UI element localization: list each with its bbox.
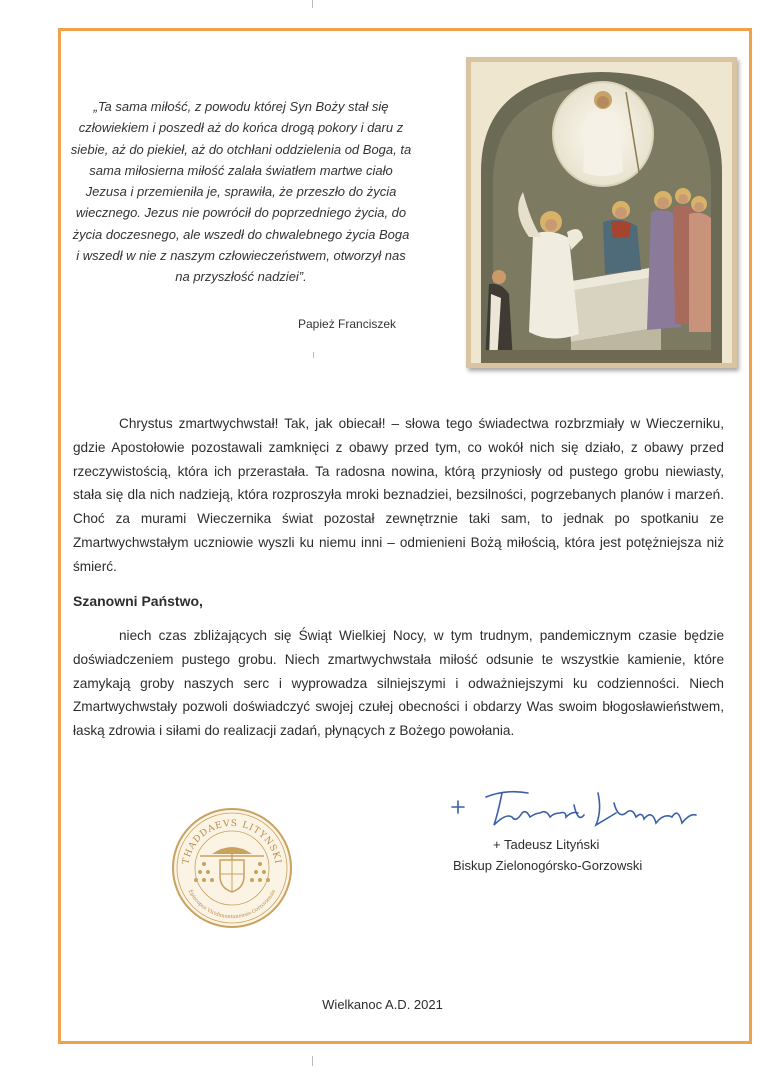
pope-quote: „Ta sama miłość, z powodu której Syn Boży stał się człowiekiem i poszedł aż do końca drogą pokory i daru z siebie, aż do piekieł, aż do otchłani oddzielenia od Boga, ta sama miłosierna miłość zalała światłem martwe ciało Jezusa i przemieniła je, sprawiła, że przeszło do życia wiecznego. Jezus nie powrócił do poprzedniego życia, do życia doczesnego, ale wszedł do chwalebnego życia Boga i wszedł w nie z naszym człowieczeństwem, otworzył nas na przyszłość nadziei”. bbox=[70, 99, 412, 285]
body-paragraph-2-text: niech czas zbliżających się Świąt Wielkiej Nocy, w tym trudnym, pandemicznym czasie będzie doświadczeniem pustego grobu. Niech zmartwychwstała miłość odsunie te wszystkie kamienie, które zamykają groby naszych serc i wyprowadza silniejszymi i odważniejszymi ku codzienności. Niech Zmartwychwstały pozwoli doświadczyć swojej czułej obecności i obdarzy Was swoim błogosławieństwem, łaską zdrowia i siłami do realizacji zadań, płynących z Bożego powołania. bbox=[73, 628, 724, 739]
body-paragraph-1 bbox=[73, 412, 724, 579]
svg-text:THADDAEVS LITYNSKI: THADDAEVS LITYNSKI bbox=[181, 818, 283, 866]
greeting: Szanowni Państwo, bbox=[73, 593, 203, 609]
body-paragraph-1-text: Chrystus zmartwychwstał! Tak, jak obiecał! – słowa tego świadectwa rozbrzmiały w Wieczerniku, gdzie Apostołowie pozostawali zamknięci z obawy przed tym, co wokół nich się działo, z obawy przed rzeczywistością, która ich przerastała. Ta radosna nowina, którą przyniosły od pustego grobu niewiasty, stała się dla nich nadzieją, która rozproszyła mroki beznadziei, bezsilności, pogrzebanych planów i marzeń. Choć za murami Wieczernika świat pozostał zewnętrznie taki sam, to jednak po spotkaniu ze Zmartwychwstałym uczniowie wyszli ku niemu inni – odmienieni Bożą miłością, która jest potężniejsza niż śmierć. bbox=[73, 416, 724, 574]
handwritten-signature bbox=[446, 783, 706, 835]
svg-text:Episcopus Viridimontanensis-Go: Episcopus Viridimontanensis-Gorzoviensis bbox=[186, 888, 278, 921]
signer-title: Biskup Zielonogórsko-Gorzowski bbox=[453, 858, 643, 873]
quote-author: Papież Franciszek bbox=[298, 317, 397, 331]
episcopal-seal bbox=[170, 806, 294, 930]
fold-mark-top bbox=[312, 0, 313, 8]
body-paragraph-2 bbox=[73, 624, 724, 743]
fold-mark-middle bbox=[313, 352, 314, 358]
signer-name: + Tadeusz Lityński bbox=[493, 837, 600, 852]
fold-mark-bottom bbox=[312, 1056, 313, 1066]
resurrection-painting bbox=[466, 57, 737, 368]
date-line: Wielkanoc A.D. 2021 bbox=[322, 997, 443, 1012]
